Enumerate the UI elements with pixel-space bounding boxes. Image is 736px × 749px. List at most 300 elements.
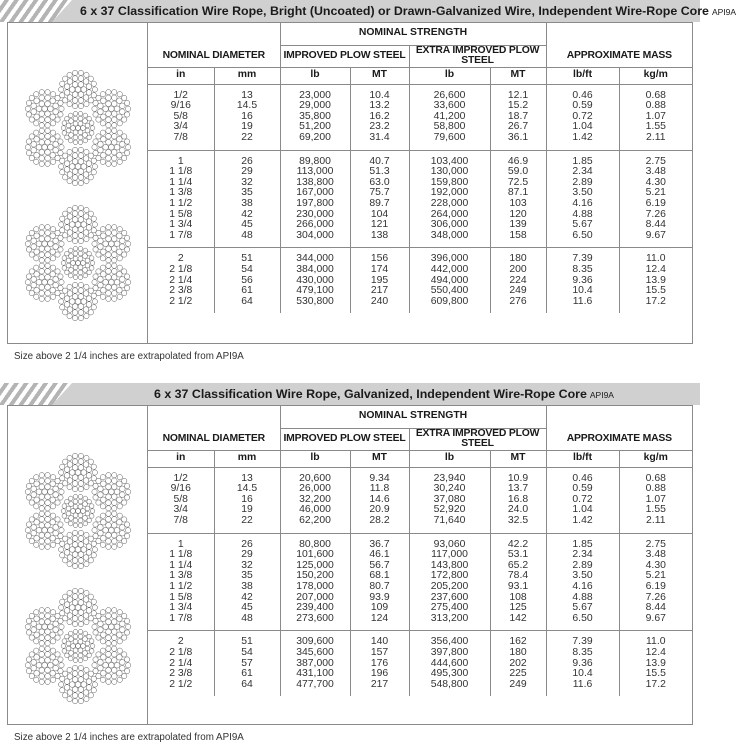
cell-mass-kg-m: 0.88 [645,100,666,112]
cell-size-mm: 14.5 [236,100,258,112]
wire-rope-cross-section-icon [18,203,138,323]
cell-mass-kg-m: 2.75 [645,155,666,167]
cell-mass-kg-m: 11.0 [646,253,666,265]
cell-eips-mt: 162 [509,636,527,648]
cell-mass-lb-ft: 0.46 [572,472,593,484]
cell-eips-mt: 13.7 [507,483,529,495]
cell-mass-lb-ft: 11.6 [572,295,593,307]
cell-ips-lb: 304,000 [296,229,334,241]
rope-illustration-column [8,406,148,724]
extra-improved-plow-steel-header: EXTRA IMPROVED PLOW STEEL [409,45,546,67]
cell-size-in: 3/4 [173,504,188,516]
cell-mass-lb-ft: 0.72 [572,493,593,505]
section-title-bar [0,383,700,405]
table-row [148,533,692,631]
footnote: Size above 2 1/4 inches are extrapolated from API9A [14,351,244,362]
cell-ips-lb: 387,000 [296,657,334,669]
cell-ips-mt: 63.0 [369,176,390,188]
cell-size-in: 2 3/8 [169,668,193,680]
column-mass-kg-m [619,467,692,533]
column-eips-lb [409,467,490,533]
cell-mass-kg-m: 15.5 [645,668,666,680]
cell-eips-mt: 15.2 [507,100,529,112]
cell-ips-mt: 68.1 [369,570,390,582]
cell-mass-kg-m: 9.67 [645,612,666,624]
column-ips-lb [280,248,350,313]
cell-size-in: 1 3/8 [169,187,193,199]
column-eips-lb [409,533,490,631]
row-group [148,533,692,631]
cell-size-mm: 64 [241,295,253,307]
cell-size-mm: 22 [241,132,253,144]
cell-size-mm: 54 [241,264,253,275]
cell-ips-mt: 11.8 [369,483,390,495]
row-group [148,248,692,313]
cell-mass-lb-ft: 9.36 [572,274,593,286]
cell-mass-lb-ft: 2.89 [572,559,593,571]
cell-size-mm: 35 [241,187,253,199]
cell-eips-mt: 142 [509,612,527,624]
cell-ips-lb: 430,000 [296,274,334,286]
cell-mass-kg-m: 8.44 [645,219,666,231]
cell-mass-lb-ft: 1.04 [572,504,593,516]
cell-size-in: 7/8 [173,515,188,527]
column-mass-kg-m [619,84,692,150]
nominal-strength-header: NOMINAL STRENGTH [280,406,546,428]
column-ips-mt [350,150,409,248]
cell-mass-kg-m: 8.44 [645,602,666,614]
cell-size-mm: 38 [241,581,253,593]
improved-plow-steel-header: IMPROVED PLOW STEEL [280,428,409,450]
cell-ips-lb: 167,000 [296,187,334,199]
cell-eips-mt: 125 [509,602,527,614]
cell-size-in: 1 7/8 [169,229,193,241]
cell-mass-lb-ft: 7.39 [572,253,593,265]
cell-mass-kg-m: 12.4 [645,264,666,275]
cell-ips-mt: 104 [370,208,389,220]
cell-size-mm: 22 [241,515,253,527]
cell-size-in: 1/2 [173,89,188,101]
cell-eips-mt: 120 [509,208,527,220]
cell-ips-lb: 344,000 [296,253,334,265]
table-row [148,248,692,313]
cell-mass-lb-ft: 8.35 [572,264,593,275]
col-header-eips-lb: lb [409,67,490,84]
column-mass-lb-ft [546,248,619,313]
col-header-in: in [148,450,214,467]
cell-size-mm: 38 [241,198,253,210]
cell-eips-lb: 33,600 [433,100,466,112]
cell-size-in: 5/8 [173,493,188,505]
cell-eips-mt: 65.2 [507,559,529,571]
improved-plow-steel-header: IMPROVED PLOW STEEL [280,45,409,67]
col-header-kg-per-m: kg/m [619,450,692,467]
column-mass-lb-ft [546,150,619,248]
cell-eips-mt: 108 [509,591,527,603]
rope-table-section-galvanized [0,383,700,749]
cell-ips-mt: 93.9 [369,591,390,603]
cell-mass-lb-ft: 4.16 [572,198,593,210]
cell-eips-mt: 46.9 [507,155,529,167]
cell-ips-lb: 113,000 [296,166,334,178]
cell-ips-lb: 197,800 [296,198,334,210]
cell-ips-lb: 384,000 [296,264,334,275]
cell-mass-kg-m: 1.07 [645,110,666,122]
cell-eips-mt: 180 [509,253,527,265]
column-size-mm [214,533,280,631]
cell-size-in: 1 3/4 [169,219,193,231]
cell-size-in: 1 1/4 [169,559,193,571]
cell-eips-mt: 87.1 [507,187,529,199]
cell-mass-kg-m: 3.48 [645,549,666,561]
cell-size-in: 2 1/8 [169,647,193,658]
cell-mass-lb-ft: 1.42 [572,515,593,527]
cell-eips-mt: 18.7 [507,110,529,122]
cell-ips-mt: 46.1 [369,549,390,561]
cell-mass-kg-m: 4.30 [645,559,666,571]
cell-eips-lb: 228,000 [430,198,469,210]
cell-ips-lb: 431,100 [296,668,334,680]
cell-mass-kg-m: 12.4 [645,647,666,658]
cell-size-in: 1 5/8 [169,208,193,220]
cell-mass-lb-ft: 2.34 [572,549,593,561]
cell-mass-kg-m: 1.55 [645,121,666,133]
cell-ips-mt: 13.2 [369,100,390,112]
cell-mass-lb-ft: 2.34 [572,166,593,178]
cell-size-mm: 13 [241,472,253,484]
column-mass-lb-ft [546,533,619,631]
cell-eips-lb: 93,060 [433,538,466,550]
cell-eips-lb: 609,800 [430,295,469,307]
cell-eips-lb: 444,600 [430,657,469,669]
cell-eips-mt: 26.7 [507,121,529,133]
cell-ips-mt: 16.2 [369,110,390,122]
cell-ips-lb: 101,600 [296,549,334,561]
cell-eips-lb: 26,600 [433,89,466,101]
column-eips-mt [490,533,546,631]
cell-ips-lb: 35,800 [299,110,331,122]
column-size-mm [214,248,280,313]
col-header-mm: mm [214,450,280,467]
cell-ips-lb: 530,800 [296,295,334,307]
cell-eips-lb: 495,300 [430,668,469,680]
cell-size-mm: 26 [241,155,253,167]
cell-size-mm: 26 [241,538,253,550]
cell-ips-lb: 150,200 [296,570,334,582]
cell-eips-mt: 93.1 [507,581,529,593]
cell-mass-lb-ft: 7.39 [572,636,593,648]
cell-size-in: 1 7/8 [169,612,193,624]
column-eips-lb [409,84,490,150]
cell-mass-kg-m: 17.2 [645,295,666,307]
cell-ips-mt: 40.7 [369,155,390,167]
column-mass-kg-m [619,248,692,313]
cell-mass-lb-ft: 8.35 [572,647,593,658]
cell-eips-lb: 356,400 [430,636,469,648]
col-header-eips-lb: lb [409,450,490,467]
cell-eips-lb: 396,000 [430,253,469,265]
cell-mass-lb-ft: 2.89 [572,176,593,188]
column-size-mm [214,631,280,696]
cell-ips-lb: 138,800 [296,176,334,188]
column-size-in [148,150,214,248]
title-standard-tag: API9A [711,7,736,17]
section-title: 6 x 37 Classification Wire Rope, Galvanized, Independent Wire-Rope Core API9A [154,387,614,401]
cell-mass-lb-ft: 0.59 [572,100,593,112]
column-eips-mt [490,150,546,248]
cell-mass-lb-ft: 5.67 [572,602,593,614]
cell-ips-mt: 138 [370,229,389,241]
column-eips-mt [490,248,546,313]
cell-size-in: 2 1/2 [169,678,193,690]
cell-eips-lb: 192,000 [430,187,469,199]
wire-rope-cross-section-icon [18,451,138,571]
cell-eips-lb: 397,800 [430,647,469,658]
cell-mass-lb-ft: 1.04 [572,121,593,133]
cell-eips-lb: 442,000 [430,264,469,275]
cell-mass-lb-ft: 5.67 [572,219,593,231]
column-ips-mt [350,248,409,313]
cell-ips-mt: 9.34 [369,472,390,484]
cell-mass-kg-m: 7.26 [645,591,666,603]
cell-eips-lb: 79,600 [433,132,466,144]
row-group [148,631,692,696]
cell-size-mm: 13 [241,89,253,101]
cell-mass-kg-m: 1.55 [645,504,666,516]
cell-size-mm: 61 [241,668,253,680]
table-row [148,631,692,696]
cell-mass-kg-m: 4.30 [645,176,666,188]
column-ips-mt [350,533,409,631]
cell-size-in: 2 [177,636,184,648]
cell-mass-lb-ft: 10.4 [572,285,593,297]
cell-size-mm: 32 [241,176,253,188]
cell-size-in: 2 1/4 [169,657,193,669]
cell-ips-mt: 195 [370,274,389,286]
cell-ips-mt: 196 [370,668,389,680]
cell-ips-lb: 309,600 [296,636,334,648]
wire-rope-cross-section-icon [18,586,138,706]
cell-size-mm: 48 [241,229,253,241]
cell-eips-mt: 200 [509,264,527,275]
cell-ips-lb: 230,000 [296,208,334,220]
cell-eips-mt: 16.8 [507,493,529,505]
rope-table-section-bright [0,0,736,370]
cell-eips-mt: 53.1 [507,549,529,561]
cell-mass-kg-m: 2.11 [646,132,666,144]
cell-size-in: 1/2 [173,472,188,484]
cell-size-mm: 51 [241,253,253,265]
cell-size-mm: 57 [241,657,253,669]
cell-eips-mt: 10.9 [507,472,529,484]
column-size-mm [214,467,280,533]
cell-eips-lb: 52,920 [433,504,466,516]
cell-ips-mt: 56.7 [369,559,390,571]
cell-ips-lb: 345,600 [296,647,334,658]
cell-eips-lb: 550,400 [430,285,469,297]
cell-ips-lb: 479,100 [296,285,334,297]
cell-mass-lb-ft: 1.85 [572,538,593,550]
cell-size-in: 2 1/2 [169,295,193,307]
column-ips-lb [280,533,350,631]
cell-size-in: 2 1/8 [169,264,193,275]
column-ips-mt [350,467,409,533]
cell-mass-lb-ft: 1.42 [572,132,593,144]
cell-eips-mt: 276 [509,295,527,307]
column-size-in [148,467,214,533]
table-row [148,150,692,248]
cell-size-in: 1 [177,155,184,167]
cell-size-mm: 51 [241,636,253,648]
cell-size-in: 1 1/2 [169,198,193,210]
row-group [148,467,692,533]
col-header-mm: mm [214,67,280,84]
cell-ips-mt: 14.6 [369,493,390,505]
col-header-ips-lb: lb [280,67,350,84]
cell-ips-mt: 140 [370,636,389,648]
cell-ips-mt: 109 [370,602,389,614]
rope-specs-table [148,23,692,313]
cell-eips-lb: 37,080 [433,493,466,505]
cell-size-in: 1 1/4 [169,176,193,188]
cell-eips-lb: 264,000 [430,208,469,220]
column-eips-mt [490,631,546,696]
cell-mass-lb-ft: 11.6 [572,678,593,690]
approximate-mass-header: APPROXIMATE MASS [546,45,692,67]
cell-ips-mt: 176 [370,657,389,669]
cell-mass-kg-m: 2.11 [646,515,666,527]
cell-eips-lb: 494,000 [430,274,469,286]
title-standard-tag: API9A [589,390,614,400]
column-ips-mt [350,631,409,696]
row-group [148,150,692,248]
cell-eips-lb: 172,800 [430,570,469,582]
cell-ips-lb: 20,600 [299,472,331,484]
col-header-eips-mt: MT [490,67,546,84]
cell-eips-mt: 59.0 [507,166,529,178]
column-eips-lb [409,248,490,313]
column-eips-mt [490,467,546,533]
cell-ips-mt: 51.3 [369,166,390,178]
cell-size-mm: 45 [241,602,253,614]
cell-mass-kg-m: 7.26 [645,208,666,220]
cell-eips-mt: 103 [509,198,527,210]
cell-size-in: 1 [177,538,184,550]
cell-eips-mt: 202 [509,657,527,669]
cell-size-mm: 42 [241,208,253,220]
cell-ips-lb: 32,200 [299,493,331,505]
cell-mass-kg-m: 6.19 [645,581,666,593]
cell-eips-mt: 180 [509,647,527,658]
cell-mass-kg-m: 0.88 [645,483,666,495]
cell-ips-mt: 23.2 [369,121,390,133]
row-group [148,84,692,150]
cell-mass-lb-ft: 0.59 [572,483,593,495]
cell-ips-lb: 80,800 [299,538,331,550]
cell-mass-kg-m: 5.21 [645,187,666,199]
cell-ips-lb: 62,200 [299,515,331,527]
cell-size-mm: 35 [241,570,253,582]
cell-mass-kg-m: 9.67 [645,229,666,241]
cell-ips-mt: 174 [370,264,389,275]
cell-mass-lb-ft: 10.4 [572,668,593,680]
column-ips-lb [280,467,350,533]
column-size-in [148,84,214,150]
cell-eips-lb: 58,800 [433,121,466,133]
column-size-mm [214,150,280,248]
column-mass-lb-ft [546,467,619,533]
col-header-lb-per-ft: lb/ft [546,450,619,467]
cell-mass-kg-m: 5.21 [645,570,666,582]
cell-eips-mt: 72.5 [507,176,529,188]
cell-ips-mt: 156 [370,253,389,265]
cell-eips-lb: 143,800 [430,559,469,571]
cell-eips-mt: 12.1 [507,89,529,101]
cell-eips-lb: 30,240 [433,483,466,495]
cell-ips-mt: 28.2 [369,515,390,527]
cell-size-mm: 29 [241,549,253,561]
col-header-lb-per-ft: lb/ft [546,67,619,84]
column-eips-lb [409,150,490,248]
wire-rope-cross-section-icon [18,68,138,188]
column-mass-lb-ft [546,84,619,150]
rope-specs-table [148,406,692,696]
cell-mass-lb-ft: 6.50 [572,229,593,241]
cell-eips-lb: 548,800 [430,678,469,690]
table-row [148,84,692,150]
cell-eips-lb: 41,200 [433,110,466,122]
cell-mass-lb-ft: 6.50 [572,612,593,624]
cell-mass-lb-ft: 3.50 [572,570,593,582]
cell-mass-lb-ft: 4.88 [572,591,593,603]
column-size-in [148,533,214,631]
cell-size-mm: 14.5 [236,483,258,495]
cell-ips-lb: 273,600 [296,612,334,624]
cell-size-mm: 29 [241,166,253,178]
approximate-mass-header: APPROXIMATE MASS [546,428,692,450]
cell-size-in: 1 5/8 [169,591,193,603]
cell-mass-lb-ft: 4.16 [572,581,593,593]
column-mass-kg-m [619,150,692,248]
cell-ips-mt: 89.7 [369,198,390,210]
nominal-strength-header: NOMINAL STRENGTH [280,23,546,45]
cell-mass-lb-ft: 4.88 [572,208,593,220]
cell-ips-mt: 31.4 [369,132,390,144]
column-mass-kg-m [619,631,692,696]
cell-mass-kg-m: 17.2 [645,678,666,690]
col-header-kg-per-m: kg/m [619,67,692,84]
cell-ips-mt: 121 [370,219,389,231]
cell-ips-mt: 10.4 [369,89,390,101]
cell-ips-mt: 217 [370,285,389,297]
cell-size-in: 1 1/2 [169,581,193,593]
col-header-ips-lb: lb [280,450,350,467]
section-title: 6 x 37 Classification Wire Rope, Bright (Uncoated) or Drawn-Galvanized Wire, Independent Wire-Rope Core API9A [80,4,736,18]
cell-ips-lb: 46,000 [299,504,331,516]
cell-ips-lb: 477,700 [296,678,334,690]
column-ips-lb [280,84,350,150]
cell-ips-mt: 124 [370,612,389,624]
cell-ips-lb: 69,200 [299,132,331,144]
cell-eips-lb: 159,800 [430,176,469,188]
table-row [148,467,692,533]
cell-eips-lb: 23,940 [433,472,466,484]
cell-mass-lb-ft: 0.46 [572,89,593,101]
cell-mass-kg-m: 6.19 [645,198,666,210]
cell-mass-lb-ft: 0.72 [572,110,593,122]
cell-mass-kg-m: 13.9 [645,657,666,669]
cell-eips-lb: 117,000 [431,549,468,561]
